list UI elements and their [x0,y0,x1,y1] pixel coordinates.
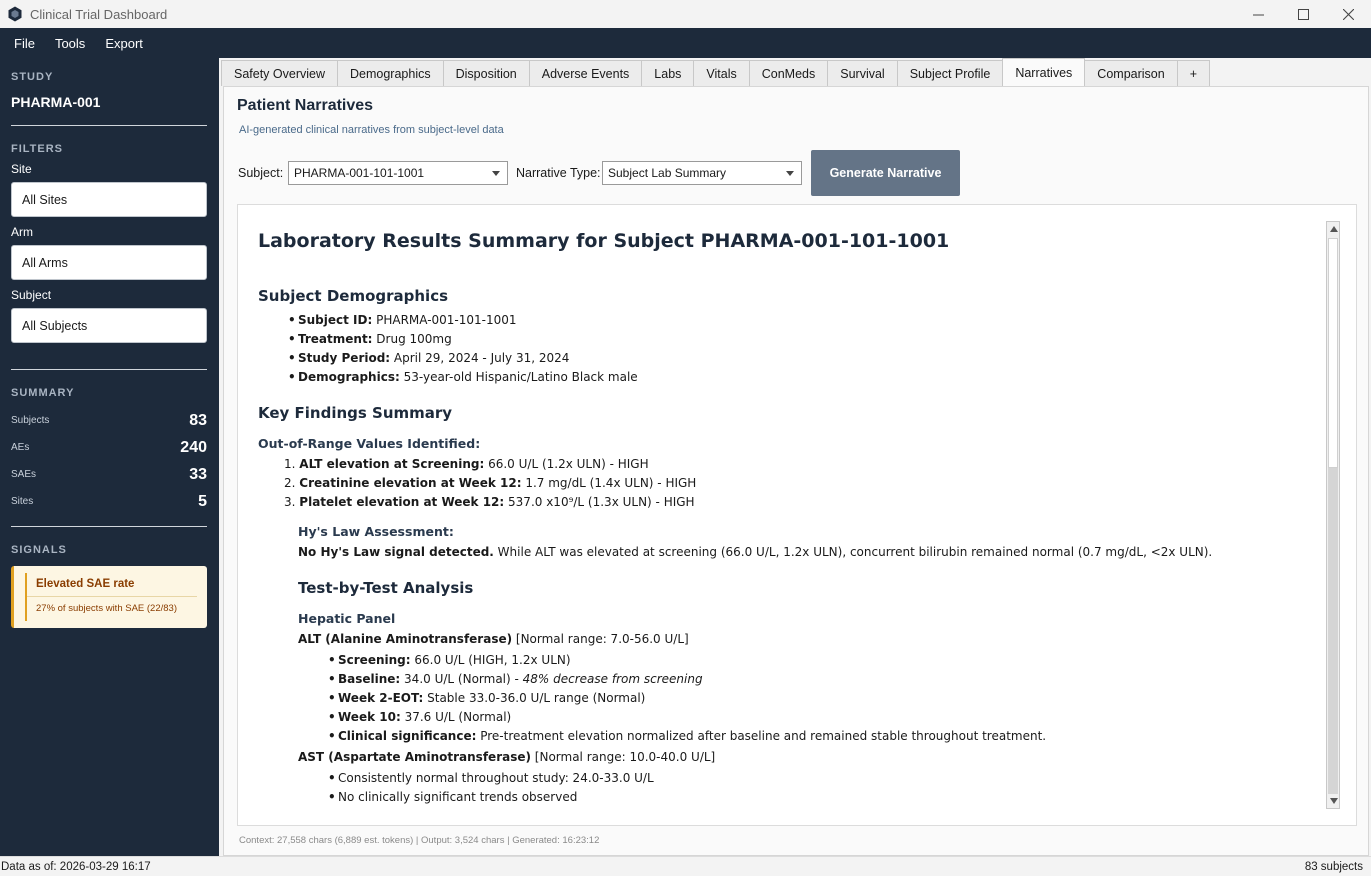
tab-demographics[interactable]: Demographics [337,60,444,86]
signal-description: 27% of subjects with SAE (22/83) [36,603,177,614]
list-item: • Week 2-EOT: Stable 33.0-36.0 U/L range (Normal) [328,691,646,705]
test-analysis-heading: Test-by-Test Analysis [298,579,474,597]
subject-count: 83 subjects [1304,861,1363,873]
hepatic-panel-heading: Hepatic Panel [298,611,396,626]
close-button[interactable] [1326,0,1371,28]
key-findings-heading: Key Findings Summary [258,404,453,422]
list-item: • Baseline: 34.0 U/L (Normal) - 48% decrease from screening [328,672,703,686]
out-of-range-heading: Out-of-Range Values Identified: [258,436,481,451]
subject-select-value: PHARMA-001-101-1001 [294,166,425,180]
site-filter-select[interactable]: All Sites [11,182,207,217]
narrative-title: Laboratory Results Summary for Subject PHARMA-001-101-1001 [258,230,950,252]
maximize-button[interactable] [1281,0,1326,28]
list-item: 3. Platelet elevation at Week 12: 537.0 x10⁹/L (1.3x ULN) - HIGH [284,495,695,509]
tab-bar [221,58,1210,86]
list-item: • No clinically significant trends observed [328,790,578,804]
stat-saes-label: SAEs [11,469,37,480]
study-heading: STUDY [11,71,54,83]
tab-narratives[interactable]: Narratives [1002,58,1085,86]
study-name: PHARMA-001 [11,94,101,110]
demographics-heading: Subject Demographics [258,287,449,305]
tab-subject-profile[interactable]: Subject Profile [897,60,1004,86]
signal-divider [27,596,197,597]
narrative-output[interactable] [237,204,1357,826]
arm-filter-select[interactable]: All Arms [11,245,207,280]
main-area [221,58,1371,856]
hys-law-heading: Hy's Law Assessment: [298,524,454,539]
menu-tools[interactable]: Tools [54,35,86,51]
app-logo-icon [7,6,23,22]
subject-select[interactable] [288,161,508,185]
stat-subjects-label: Subjects [11,415,50,426]
window-title: Clinical Trial Dashboard [30,6,168,22]
list-item: • Subject ID: PHARMA-001-101-1001 [288,313,517,327]
sidebar [0,58,219,856]
subject-filter-label: Subject [11,288,52,302]
list-item: • Clinical significance: Pre-treatment elevation normalized after baseline and remained stable throughout treatment. [328,729,1047,743]
site-filter-label: Site [11,162,32,176]
tab-adverse-events[interactable]: Adverse Events [529,60,643,86]
sidebar-divider [11,369,207,370]
tab-vitals[interactable]: Vitals [693,60,749,86]
menu-file[interactable]: File [14,35,35,51]
list-item: • Screening: 66.0 U/L (HIGH, 1.2x ULN) [328,653,571,667]
generation-info: Context: 27,558 chars (6,889 est. tokens) | Output: 3,524 chars | Generated: 16:23:12 [239,835,600,846]
signal-title: Elevated SAE rate [36,578,135,590]
stat-aes-label: AEs [11,442,30,453]
sidebar-divider [11,526,207,527]
signals-heading: SIGNALS [11,544,67,556]
stat-sites-value: 5 [198,493,207,510]
tab-labs[interactable]: Labs [641,60,694,86]
ast-title: AST (Aspartate Aminotransferase) [Normal range: 10.0-40.0 U/L] [298,750,716,764]
tab-comparison[interactable]: Comparison [1084,60,1177,86]
menu-export[interactable]: Export [105,35,143,51]
status-bar [0,856,1371,876]
signal-card-inner [25,573,201,621]
filters-heading: FILTERS [11,143,64,155]
narrative-type-label: Narrative Type: [516,166,601,180]
list-item: • Week 10: 37.6 U/L (Normal) [328,710,512,724]
chevron-down-icon [786,171,794,176]
menu-bar [0,28,1371,58]
page-subtitle: AI-generated clinical narratives from subject-level data [239,124,504,136]
stat-sites-label: Sites [11,496,34,507]
scroll-up-icon[interactable] [1330,226,1338,232]
chevron-down-icon [492,171,500,176]
tab-safety-overview[interactable]: Safety Overview [221,60,338,86]
list-item: • Treatment: Drug 100mg [288,332,452,346]
vertical-scrollbar[interactable] [1326,221,1340,809]
list-item: • Consistently normal throughout study: 24.0-33.0 U/L [328,771,654,785]
narrative-type-value: Subject Lab Summary [608,166,727,180]
stat-subjects-value: 83 [189,412,207,429]
tab-survival[interactable]: Survival [827,60,897,86]
maximize-icon [1298,9,1309,20]
minimize-icon [1253,9,1264,20]
stat-saes-value: 33 [189,466,207,483]
sidebar-divider [11,125,207,126]
title-bar [0,0,1371,28]
scroll-down-icon[interactable] [1330,798,1338,804]
subject-filter-select[interactable]: All Subjects [11,308,207,343]
hys-law-text: No Hy's Law signal detected. While ALT was elevated at screening (66.0 U/L, 1.2x ULN), concurrent bilirubin remained normal (0.7 mg/dL, <2x ULN). [298,545,1213,559]
scrollbar-thumb[interactable] [1328,238,1338,468]
signal-card[interactable] [11,566,207,628]
subject-select-label: Subject: [238,166,284,180]
list-item: 1. ALT elevation at Screening: 66.0 U/L (1.2x ULN) - HIGH [284,457,649,471]
alt-title: ALT (Alanine Aminotransferase) [Normal range: 7.0-56.0 U/L] [298,632,689,646]
narratives-panel [223,86,1369,856]
data-as-of: Data as of: 2026-03-29 16:17 [1,861,151,873]
generate-narrative-button[interactable]: Generate Narrative [811,150,960,196]
minimize-button[interactable] [1236,0,1281,28]
close-icon [1343,9,1354,20]
stat-aes-value: 240 [180,439,207,456]
summary-heading: SUMMARY [11,387,75,399]
narrative-type-select[interactable] [602,161,802,185]
list-item: • Study Period: April 29, 2024 - July 31, 2024 [288,351,570,365]
list-item: 2. Creatinine elevation at Week 12: 1.7 mg/dL (1.4x ULN) - HIGH [284,476,697,490]
add-tab-button[interactable]: + [1177,60,1210,86]
tab-disposition[interactable]: Disposition [443,60,530,86]
arm-filter-label: Arm [11,225,33,239]
page-title: Patient Narratives [237,97,374,114]
tab-conmeds[interactable]: ConMeds [749,60,829,86]
scrollbar-track[interactable] [1328,468,1338,794]
list-item: • Demographics: 53-year-old Hispanic/Latino Black male [288,370,638,384]
